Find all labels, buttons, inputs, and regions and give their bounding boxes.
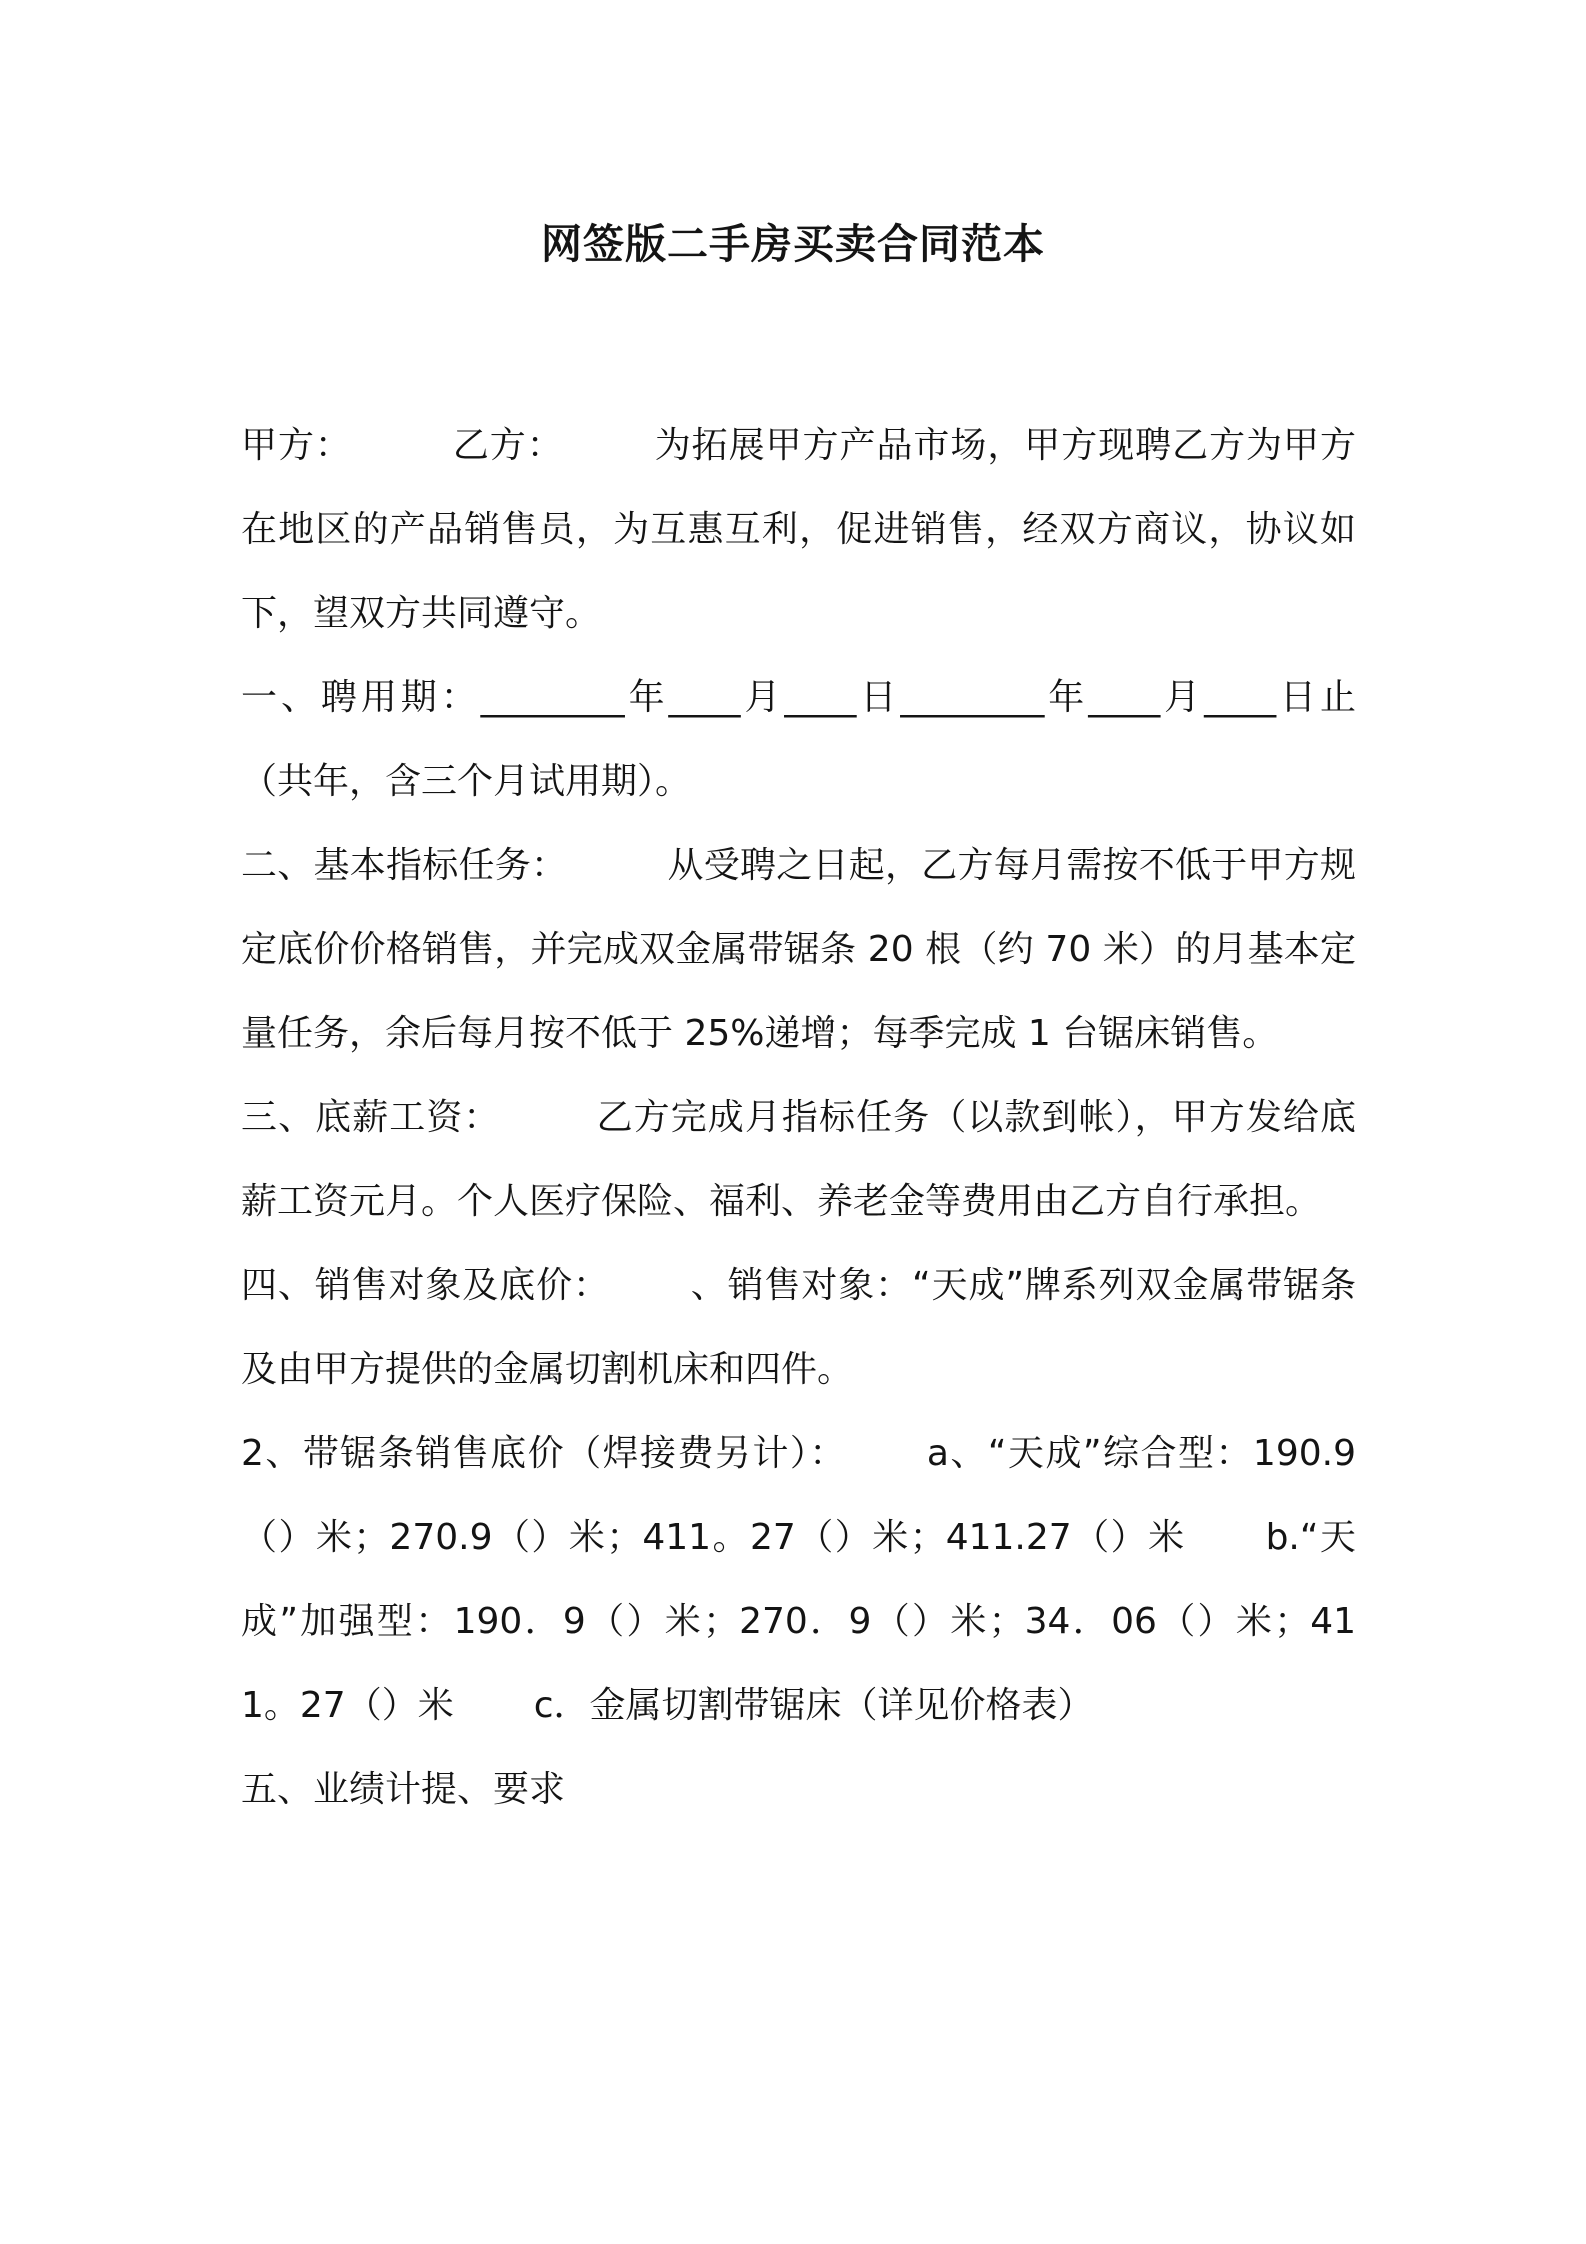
section-4-paragraph: [241, 1244, 1356, 1412]
parties-paragraph: [241, 404, 1356, 656]
price-item-a: a、“天成”综合型：190.9 （）米；270.9（）米；411。27（）米；411.27（）米: [241, 1433, 1356, 1558]
document-title: 网签版二手房买卖合同范本: [541, 220, 1045, 268]
section-1-paragraph: [241, 656, 1356, 824]
document-body: [241, 404, 1356, 1832]
section-2-heading: 二、基本指标任务：: [241, 845, 568, 886]
section-4-2-heading: 2、带锯条销售底价（焊接费另计）：: [241, 1433, 847, 1474]
price-item-c: c．金属切割带锯床（详见价格表）: [533, 1685, 1094, 1726]
section-3-paragraph: [241, 1076, 1356, 1244]
section-1-text: 一、聘用期：________年____月____日________年____月____日止（共年，含三个月试用期）。: [241, 677, 1356, 802]
party-b-label: 乙方：: [451, 425, 564, 466]
intro-text: 为拓展甲方产品市场，甲方现聘乙方为甲方在地区的产品销售员，为互惠互利，促进销售，经双方商议，协议如下，望双方共同遵守。: [241, 425, 1356, 634]
section-3-text: 乙方完成月指标任务（以款到帐），甲方发给底薪工资元月。个人医疗保险、福利、养老金等费用由乙方自行承担。: [241, 1097, 1356, 1222]
section-2-text: 从受聘之日起，乙方每月需按不低于甲方规定底价价格销售，并完成双金属带锯条 20 根（约 70 米）的月基本定量任务，余后每月按不低于 25%递增；每季完成 1 台锯床销售。: [241, 845, 1356, 1054]
price-item-b: b.“天成”加强型：190．9（）米；270．9（）米；34．06（）米；411。27（）米: [241, 1517, 1356, 1726]
section-4-2-paragraph: [241, 1412, 1356, 1748]
party-a-label: 甲方：: [241, 425, 352, 466]
section-5-paragraph: [241, 1748, 1356, 1832]
section-4-heading: 四、销售对象及底价：: [241, 1265, 610, 1306]
section-5-heading: 五、业绩计提、要求: [241, 1769, 566, 1810]
section-2-paragraph: [241, 824, 1356, 1076]
section-4-text: 、销售对象：“天成”牌系列双金属带锯条及由甲方提供的金属切割机床和四件。: [241, 1265, 1356, 1390]
section-3-heading: 三、底薪工资：: [241, 1097, 501, 1138]
